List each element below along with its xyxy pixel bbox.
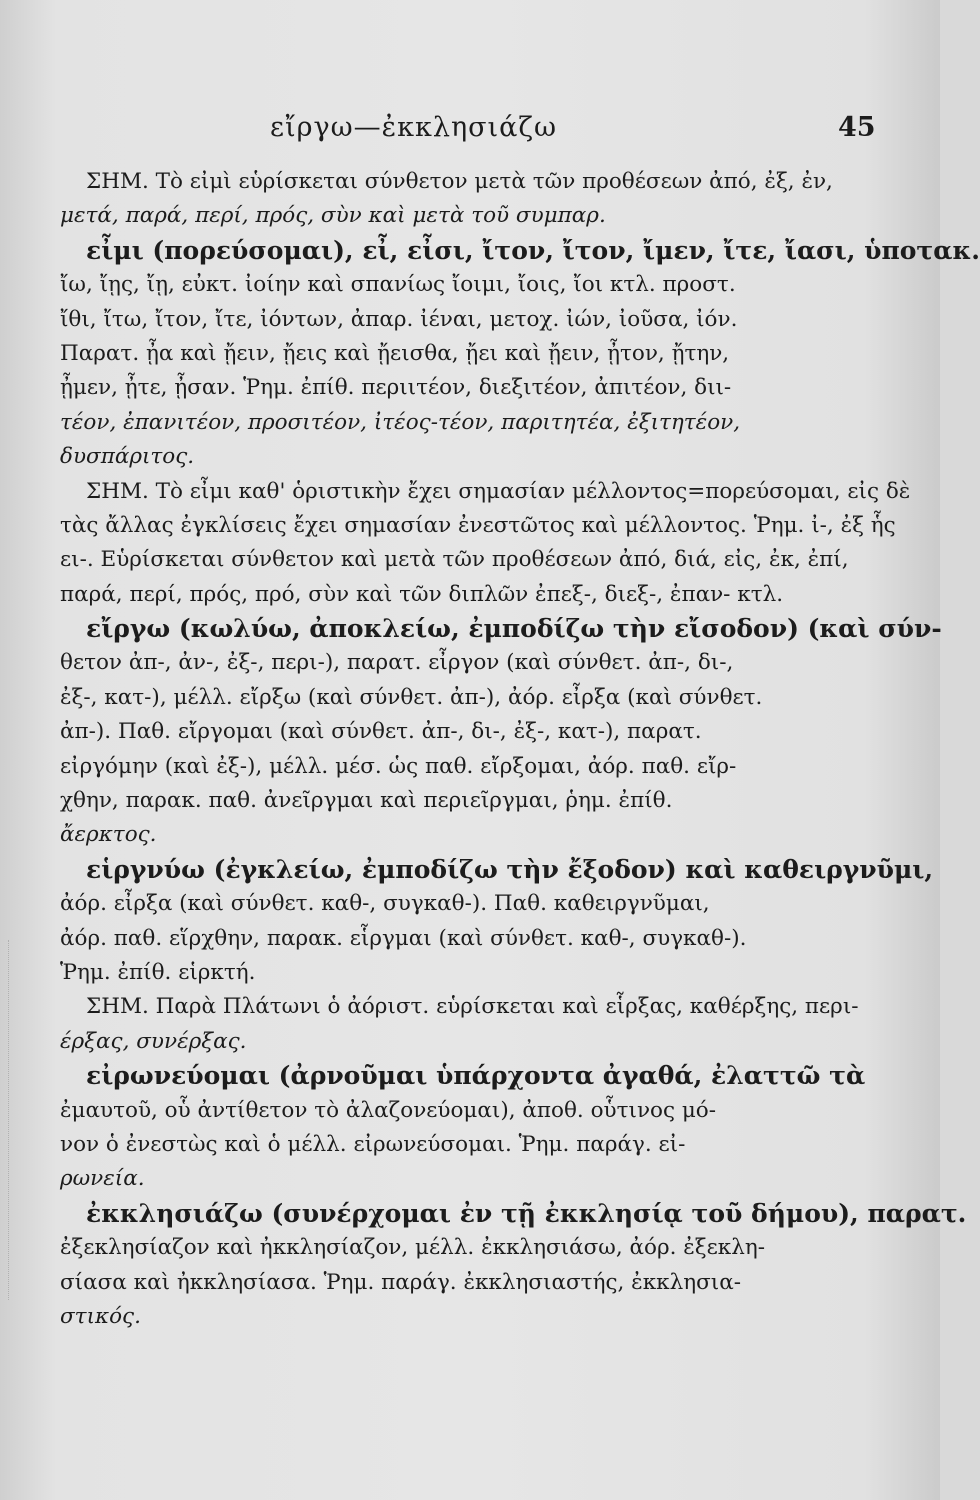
text-line [60, 818, 890, 852]
text-line [60, 681, 890, 715]
line-text: μετά, παρά, περί, πρός, σὺν καὶ μετὰ τοῦ συμπαρ. [60, 203, 606, 229]
text-line [60, 922, 890, 956]
line-text: ει-. Εὑρίσκεται σύνθετον καὶ μετὰ τῶν προθέσεων ἀπό, διά, εἰς, ἐκ, ἐπί, [60, 547, 849, 573]
text-line [60, 1197, 967, 1231]
text-line [60, 1025, 890, 1059]
line-text: ἴθι, ἴτω, ἴτον, ἴτε, ἰόντων, ἀπαρ. ἰέναι, μετοχ. ἰών, ἰοῦσα, ἰόν. [60, 306, 738, 332]
text-line [60, 1266, 890, 1300]
text-line [60, 303, 890, 337]
line-text: ᾖμεν, ᾖτε, ᾖσαν. Ῥημ. ἐπίθ. περιιτέον, διεξιτέον, ἀπιτέον, διι- [60, 375, 732, 401]
line-text: χθην, παρακ. παθ. ἀνεῖργμαι καὶ περιεῖργμαι, ῥημ. ἐπίθ. [60, 788, 673, 814]
text-line [60, 371, 890, 405]
line-text: έρξας, συνέρξας. [60, 1028, 247, 1054]
line-text: νον ὁ ἐνεστὼς καὶ ὁ μέλλ. εἰρωνεύσομαι. Ῥημ. παράγ. εἰ- [60, 1131, 686, 1157]
text-line [60, 1300, 890, 1334]
line-text: ΣΗΜ. Τὸ εἶμι καθ' ὁριστικὴν ἔχει σημασίαν μέλλοντος=πορεύσομαι, εἰς δὲ [86, 478, 911, 504]
text-line [60, 199, 890, 233]
line-text: ἀόρ. παθ. εἵρχθην, παρακ. εἷργμαι (καὶ σύνθετ. καθ-, συγκαθ-). [60, 925, 747, 951]
text-line [60, 440, 890, 474]
text-line [60, 1128, 890, 1162]
text-line [60, 578, 890, 612]
lemma-entry: εἴργω (κωλύω, ἀποκλείω, ἐμποδίζω τὴν εἴσοδον) (καὶ σύν- [86, 614, 942, 644]
text-line [60, 1162, 890, 1196]
running-header [0, 112, 940, 152]
line-text: δυσπάριτος. [60, 444, 195, 470]
line-text: ἐξεκλησίαζον καὶ ἠκκλησίαζον, μέλλ. ἐκκλησιάσω, ἀόρ. ἐξεκλη- [60, 1235, 765, 1261]
lemma-entry: εἱργνύω (ἐγκλείω, ἐμποδίζω τὴν ἔξοδον) καὶ καθειργνῦμι, [86, 854, 934, 884]
lemma-entry: ἐκκλησιάζω (συνέρχομαι ἐν τῇ ἐκκλησίᾳ τοῦ δήμου), παρατ. [86, 1198, 967, 1228]
text-line [60, 853, 934, 887]
text-line [60, 406, 890, 440]
text-line [60, 1094, 890, 1128]
page-edge-mark [8, 940, 23, 1300]
text-line [60, 165, 890, 199]
line-text: εἰργόμην (καὶ ἐξ-), μέλλ. μέσ. ὡς παθ. εἴρξομαι, ἀόρ. παθ. εἴρ- [60, 753, 737, 779]
line-text: ρωνεία. [60, 1166, 145, 1192]
page-body [60, 165, 980, 1334]
line-text: ΣΗΜ. Τὸ εἰμὶ εὑρίσκεται σύνθετον μετὰ τῶν προθέσεων ἀπό, ἐξ, ἐν, [86, 169, 833, 194]
page-number: 45 [838, 112, 876, 143]
text-line [60, 234, 980, 268]
text-line [60, 646, 890, 680]
lemma-entry: εἰρωνεύομαι (ἀρνοῦμαι ὑπάρχοντα ἀγαθά, ἐλαττῶ τὰ [86, 1061, 866, 1091]
text-line [60, 750, 890, 784]
line-text: ἐμαυτοῦ, οὗ ἀντίθετον τὸ ἀλαζονεύομαι), ἀποθ. οὗτινος μό- [60, 1097, 717, 1123]
text-line [60, 1231, 890, 1265]
line-text: ἴω, ἴῃς, ἴῃ, εὐκτ. ἰοίην καὶ σπανίως ἴοιμι, ἴοις, ἴοι κτλ. προστ. [60, 272, 736, 298]
lemma-entry: εἶμι (πορεύσομαι), εἶ, εἶσι, ἴτον, ἴτον, ἴμεν, ἴτε, ἴασι, ὑποτακ. [86, 235, 980, 265]
line-text: Παρατ. ᾖα καὶ ᾔειν, ᾔεις καὶ ᾔεισθα, ᾔει καὶ ᾔειν, ᾖτον, ᾔτην, [60, 340, 730, 366]
line-text: τέον, ἐπανιτέον, προσιτέον, ἰτέος-τέον, παριτητέα, ἐξιτητέον, [60, 409, 741, 435]
text-line [60, 337, 890, 371]
line-text: ἐξ-, κατ-), μέλλ. εἴρξω (καὶ σύνθετ. ἀπ-), ἀόρ. εἶρξα (καὶ σύνθετ. [60, 684, 763, 710]
text-line [60, 990, 890, 1024]
text-line [60, 543, 890, 577]
header-title: εἴργω—ἐκκλησιάζω [270, 112, 558, 143]
text-line [60, 1059, 890, 1093]
line-text: θετον ἀπ-, ἀν-, ἐξ-, περι-), παρατ. εἶργον (καὶ σύνθετ. ἀπ-, δι-, [60, 650, 734, 676]
line-text: Ῥημ. ἐπίθ. εἱρκτή. [60, 959, 256, 985]
text-line [60, 509, 896, 543]
text-line [60, 887, 890, 921]
text-line [60, 715, 890, 749]
text-line [60, 784, 890, 818]
text-line [60, 612, 942, 646]
text-line [60, 268, 890, 302]
line-text: τὰς ἄλλας ἐγκλίσεις ἔχει σημασίαν ἐνεστῶτος καὶ μέλλοντος. Ῥημ. ἰ-, ἐξ ἧς [60, 512, 896, 538]
line-text: ἀόρ. εἶρξα (καὶ σύνθετ. καθ-, συγκαθ-). Παθ. καθειργνῦμαι, [60, 891, 710, 917]
line-text: σίασα καὶ ἠκκλησίασα. Ῥημ. παράγ. ἐκκλησιαστής, ἐκκλησια- [60, 1269, 741, 1295]
line-text: ΣΗΜ. Παρὰ Πλάτωνι ὁ ἀόριστ. εὑρίσκεται καὶ εἷρξας, καθέρξης, περι- [86, 994, 859, 1020]
line-text: ἀπ-). Παθ. εἴργομαι (καὶ σύνθετ. ἀπ-, δι-, ἐξ-, κατ-), παρατ. [60, 719, 702, 745]
line-text: ἄερκτος. [60, 822, 157, 848]
text-line [60, 956, 890, 990]
line-text: στικός. [60, 1303, 141, 1329]
line-text: παρά, περί, πρός, πρό, σὺν καὶ τῶν διπλῶν ἐπεξ-, διεξ-, ἐπαν- κτλ. [60, 581, 784, 607]
text-line [60, 475, 911, 509]
